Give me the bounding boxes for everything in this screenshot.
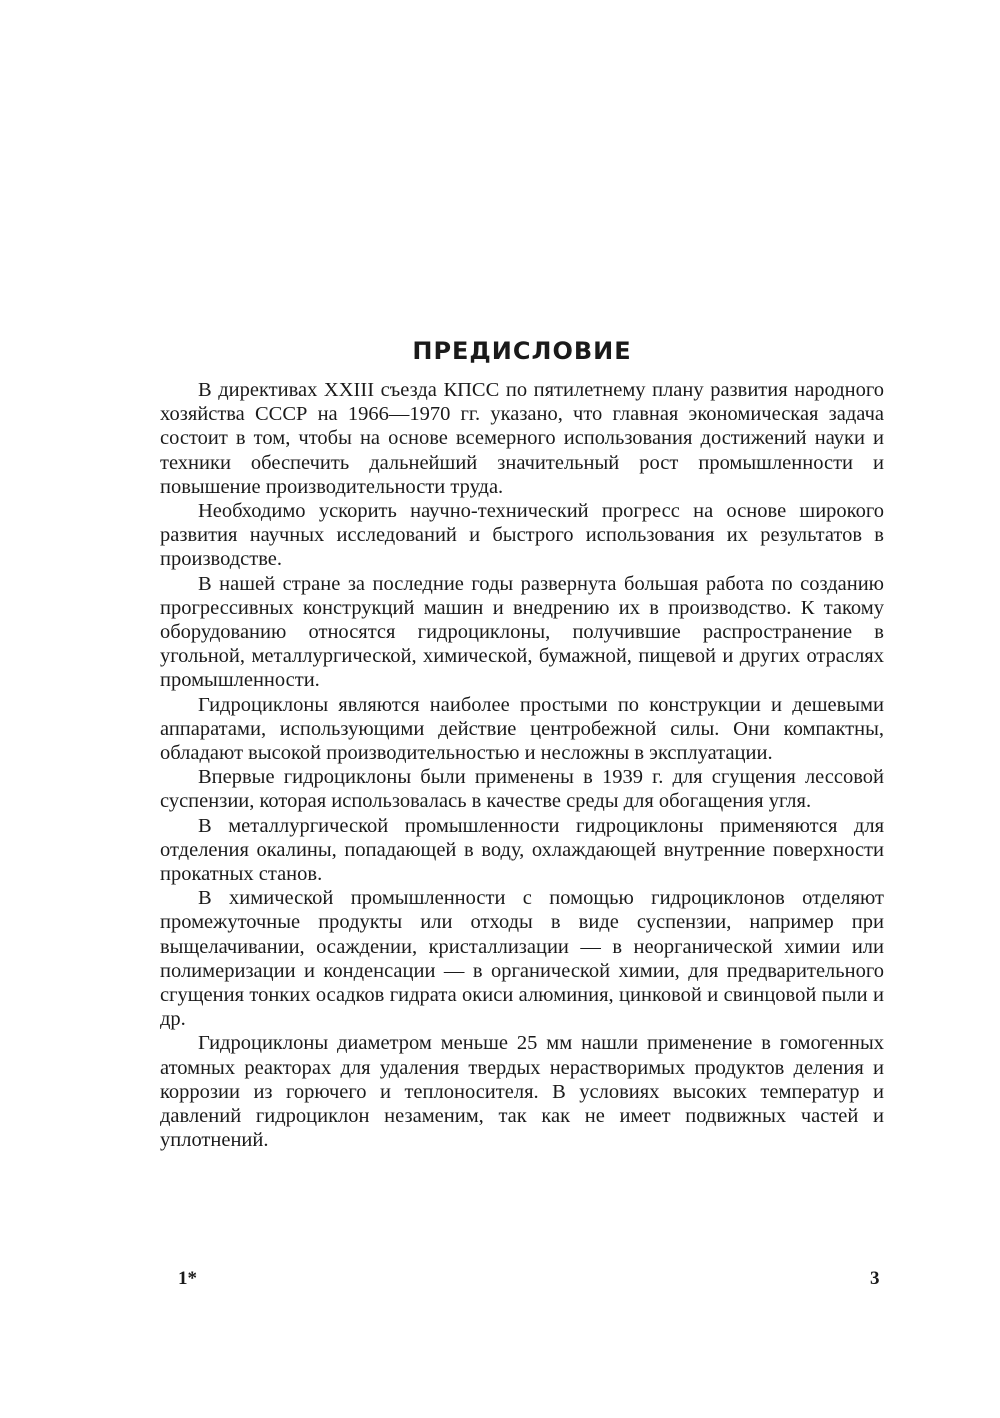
paragraph-3: В нашей стране за последние годы развернута большая работа по созданию прогрессивных конструкций машин и внедрению их в производство. К такому оборудованию относятся гидроциклоны, получившие распространение в угольной, металлургической, химической, бумажной, пищевой и других отраслях промышленности. xyxy=(160,572,884,692)
paragraph-7: В химической промышленности с помощью гидроциклонов отделяют промежуточные продукты или отходы в виде суспензии, например при выщелачивании, осаждении, кристаллизации — в неорганической химии или полимеризации и конденсации — в органической химии, для предварительного сгущения тонких осадков гидрата окиси алюминия, цинковой и свинцовой пыли и др. xyxy=(160,887,884,1031)
paragraph-2: Необходимо ускорить научно-технический прогресс на основе широкого развития научных исследований и быстрого использования их результатов в производстве. xyxy=(160,500,884,571)
paragraph-8: Гидроциклоны диаметром меньше 25 мм нашли применение в гомогенных атомных реакторах для удаления твердых нерастворимых продуктов деления и коррозии из горючего и теплоносителя. В условиях высоких температур и давлений гидроциклон незаменим, так как не имеет подвижных частей и уплотнений. xyxy=(160,1032,884,1152)
paragraph-1: В директивах XXIII съезда КПСС по пятилетнему плану развития народного хозяйства СССР на 1966—1970 гг. указано, что главная экономическая задача состоит в том, чтобы на основе всемерного использования достижений науки и техники обеспечить дальнейший значительный рост промышленности и повышение производительности труда. xyxy=(160,379,884,498)
paragraph-6: В металлургической промышленности гидроциклоны применяются для отделения окалины, попадающей в воду, охлаждающей внутренние поверхности прокатных станов. xyxy=(160,814,884,886)
page-number: 3 xyxy=(870,1268,880,1289)
preface-body xyxy=(160,378,884,1153)
page-title: ПРЕДИСЛОВИЕ xyxy=(412,337,632,365)
paragraph-5: Впервые гидроциклоны были применены в 1939 г. для сгущения лессовой суспензии, которая использовалась в качестве среды для обогащения угля. xyxy=(160,766,884,813)
signature-mark: 1* xyxy=(178,1268,197,1289)
paragraph-4: Гидроциклоны являются наиболее простыми по конструкции и дешевыми аппаратами, использующими действие центробежной силы. Они компактны, обладают высокой производительностью и несложны в эксплуатации. xyxy=(160,693,884,765)
